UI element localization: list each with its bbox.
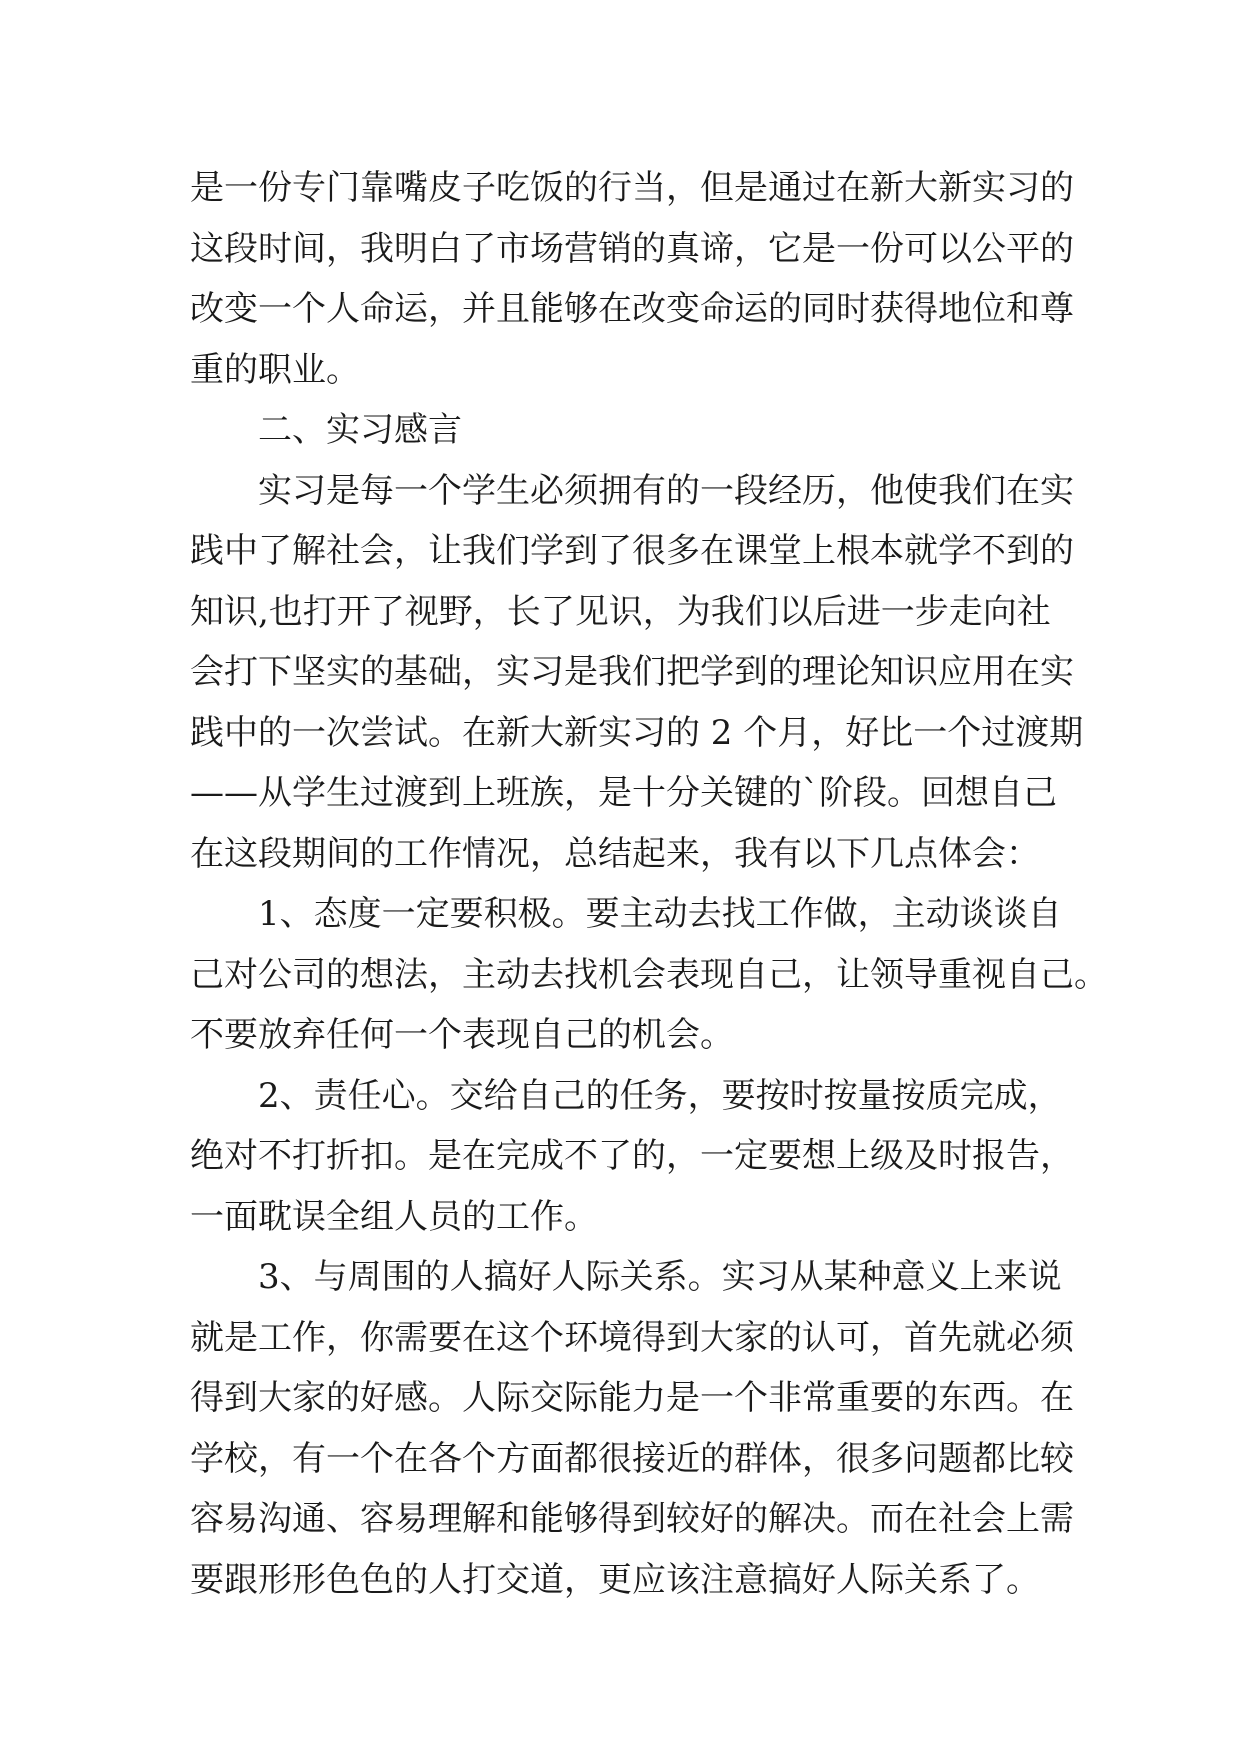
text-line: 这段时间，我明白了市场营销的真谛，它是一份可以公平的 bbox=[190, 228, 1074, 269]
text-line: 得到大家的好感。人际交际能力是一个非常重要的东西。在 bbox=[190, 1378, 1074, 1418]
text-line: 践中的一次尝试。在新大新实习的 2 个月，好比一个过渡期 bbox=[190, 712, 1084, 753]
text-line: 是一份专门靠嘴皮子吃饭的行当，但是通过在新大新实习的 bbox=[190, 168, 1074, 208]
list-item-line: 2、责任心。交给自己的任务，要按时按量按质完成， bbox=[258, 1075, 1062, 1116]
text-line: 要跟形形色色的人打交道，更应该注意搞好人际关系了。 bbox=[190, 1559, 1040, 1600]
text-line: 一面耽误全组人员的工作。 bbox=[190, 1196, 598, 1237]
text-line: 重的职业。 bbox=[190, 349, 360, 390]
text-line: 会打下坚实的基础，实习是我们把学到的理论知识应用在实 bbox=[190, 652, 1074, 692]
section-heading: 二、实习感言 bbox=[258, 410, 462, 450]
list-item-line: 3、与周围的人搞好人际关系。实习从某种意义上来说 bbox=[258, 1257, 1062, 1297]
text-line: 学校，有一个在各个方面都很接近的群体，很多问题都比较 bbox=[190, 1438, 1074, 1479]
text-line: 知识,也打开了视野，长了见识，为我们以后进一步走向社 bbox=[190, 591, 1051, 632]
text-line: 己对公司的想法，主动去找机会表现自己，让领导重视自己。 bbox=[190, 954, 1108, 995]
text-line: ——从学生过渡到上班族，是十分关键的`阶段。回想自己 bbox=[190, 773, 1057, 813]
text-line: 就是工作，你需要在这个环境得到大家的认可，首先就必须 bbox=[190, 1317, 1074, 1358]
document-body bbox=[190, 158, 1108, 1610]
list-item-line: 1、态度一定要积极。要主动去找工作做，主动谈谈自 bbox=[258, 894, 1062, 934]
text-line: 改变一个人命运，并且能够在改变命运的同时获得地位和尊 bbox=[190, 289, 1074, 329]
text-line: 绝对不打折扣。是在完成不了的，一定要想上级及时报告， bbox=[190, 1136, 1074, 1176]
text-line: 在这段期间的工作情况，总结起来，我有以下几点体会： bbox=[190, 833, 1040, 874]
text-line: 不要放弃任何一个表现自己的机会。 bbox=[190, 1015, 734, 1055]
text-line: 践中了解社会，让我们学到了很多在课堂上根本就学不到的 bbox=[190, 531, 1074, 571]
text-line: 容易沟通、容易理解和能够得到较好的解决。而在社会上需 bbox=[190, 1499, 1074, 1539]
text-line: 实习是每一个学生必须拥有的一段经历，他使我们在实 bbox=[258, 470, 1074, 511]
